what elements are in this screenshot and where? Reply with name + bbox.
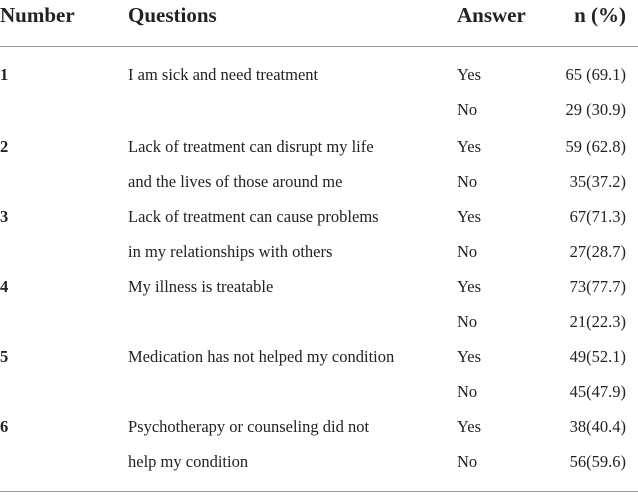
- row-number: 2: [0, 137, 9, 156]
- table-header: [0, 0, 638, 46]
- row-answer: Yes: [457, 277, 482, 296]
- table-row: [0, 129, 638, 164]
- row-n-percent: 45(47.9): [569, 382, 626, 401]
- row-n-percent: 35(37.2): [569, 172, 626, 191]
- table-row: [0, 339, 638, 374]
- row-answer: Yes: [457, 137, 482, 156]
- row-n-percent: 29 (30.9): [565, 100, 626, 119]
- table-row: [0, 409, 638, 444]
- table-row: [0, 92, 638, 127]
- row-question: Lack of treatment can cause problems: [128, 207, 379, 226]
- row-answer: Yes: [457, 417, 482, 436]
- header-n-percent: n (%): [574, 3, 626, 27]
- header-divider: [0, 46, 638, 47]
- row-answer: Yes: [457, 65, 482, 84]
- row-n-percent: 49(52.1): [569, 347, 626, 366]
- row-number: 3: [0, 207, 9, 226]
- row-n-percent: 56(59.6): [569, 452, 626, 471]
- row-question: and the lives of those around me: [128, 172, 343, 191]
- table-bottom-rule: [0, 491, 638, 492]
- row-question: Medication has not helped my condition: [128, 347, 395, 366]
- row-question: Lack of treatment can disrupt my life: [128, 137, 374, 156]
- table-row: [0, 199, 638, 234]
- table-row: [0, 269, 638, 304]
- row-n-percent: 67(71.3): [569, 207, 626, 226]
- row-question: in my relationships with others: [128, 242, 333, 261]
- row-answer: No: [457, 242, 478, 261]
- row-n-percent: 38(40.4): [569, 417, 626, 436]
- row-number: 6: [0, 417, 9, 436]
- row-number: 1: [0, 65, 9, 84]
- header-answer: Answer: [457, 3, 526, 27]
- row-n-percent: 73(77.7): [569, 277, 626, 296]
- row-n-percent: 65 (69.1): [565, 65, 626, 84]
- row-answer: No: [457, 452, 478, 471]
- row-answer: No: [457, 100, 478, 119]
- row-answer: No: [457, 382, 478, 401]
- header-number: Number: [0, 3, 75, 27]
- row-question: help my condition: [128, 452, 249, 471]
- table-row: [0, 57, 638, 92]
- header-questions: Questions: [128, 3, 217, 27]
- table-row: [0, 304, 638, 339]
- row-number: 5: [0, 347, 9, 366]
- row-question: My illness is treatable: [128, 277, 274, 296]
- table-row: [0, 234, 638, 269]
- row-answer: No: [457, 312, 478, 331]
- row-answer: Yes: [457, 347, 482, 366]
- row-number: 4: [0, 277, 9, 296]
- row-n-percent: 27(28.7): [569, 242, 626, 261]
- row-question: Psychotherapy or counseling did not: [128, 417, 370, 436]
- row-question: I am sick and need treatment: [128, 65, 319, 84]
- row-answer: Yes: [457, 207, 482, 226]
- row-answer: No: [457, 172, 478, 191]
- table-row: [0, 164, 638, 199]
- table-row: [0, 374, 638, 409]
- row-n-percent: 59 (62.8): [565, 137, 626, 156]
- row-n-percent: 21(22.3): [569, 312, 626, 331]
- table-row: [0, 444, 638, 479]
